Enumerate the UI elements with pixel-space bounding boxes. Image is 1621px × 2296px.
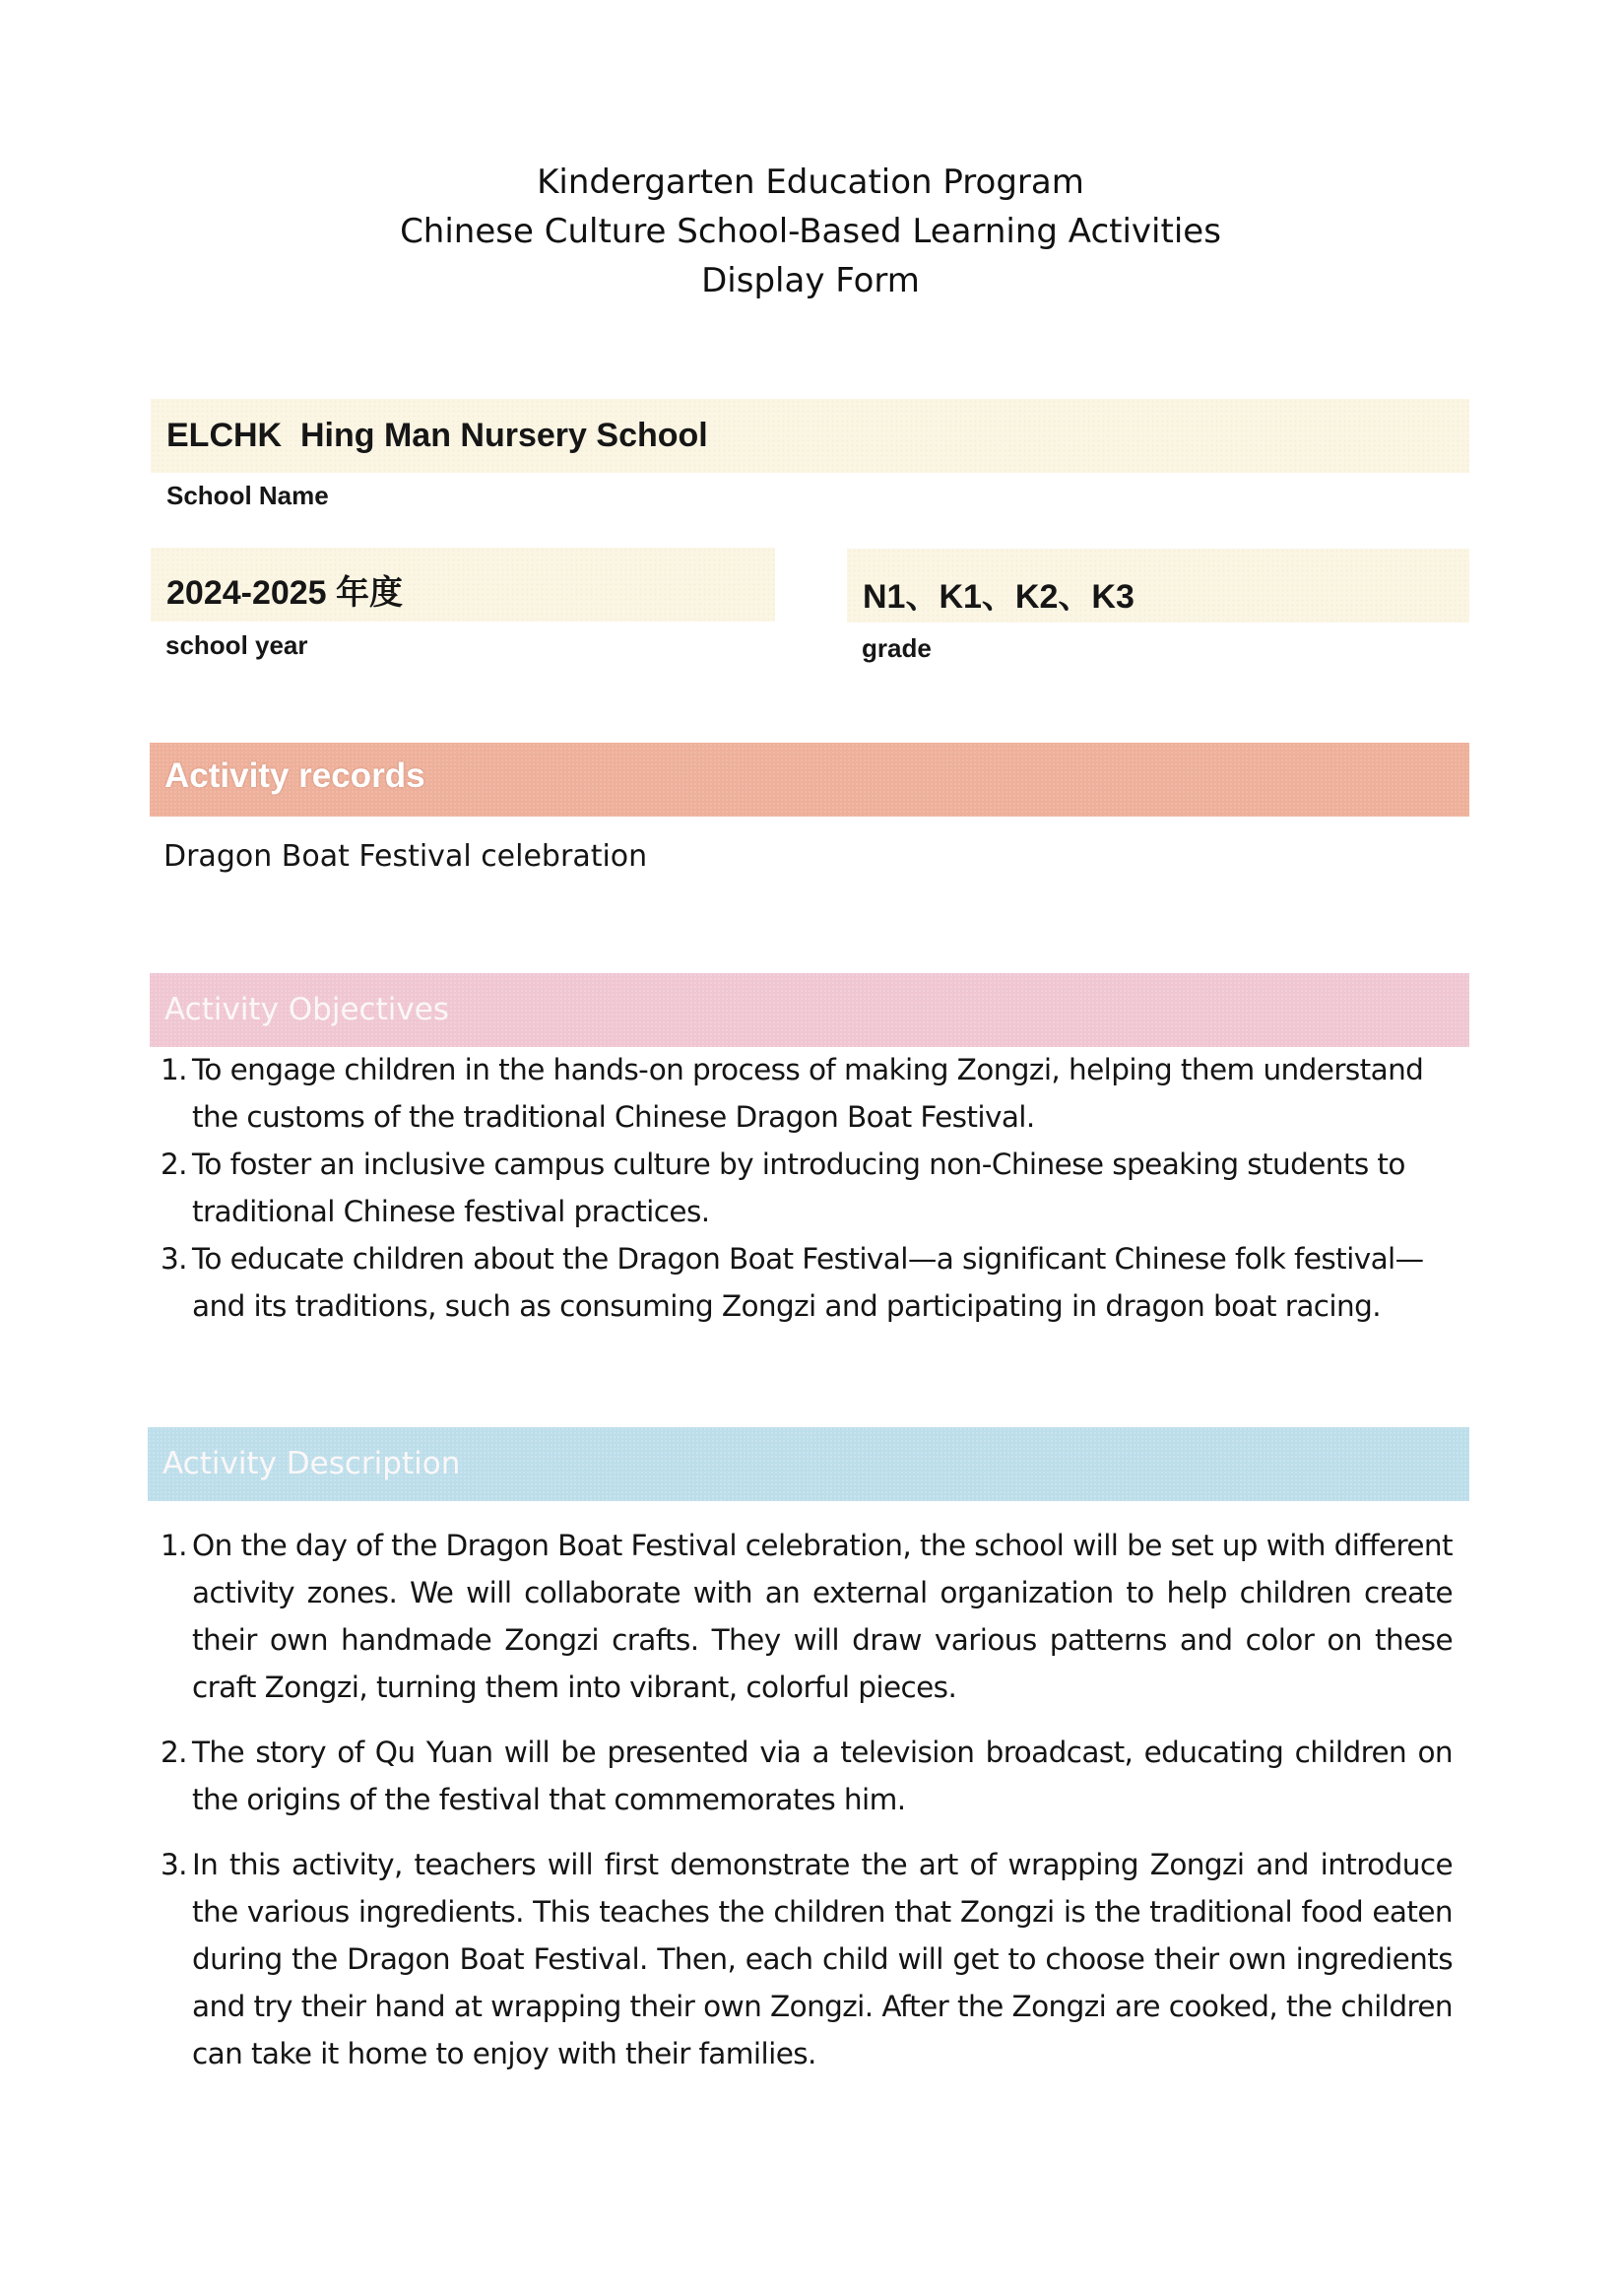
activity-objectives-heading: Activity Objectives: [164, 992, 449, 1027]
objectives-list: [161, 1046, 1453, 1330]
activity-objectives-header: [150, 973, 1469, 1047]
description-item: [161, 1522, 1453, 1711]
form-title: [0, 158, 1621, 305]
description-text: In this activity, teachers will first demonstrate the art of wrapping Zongzi and introduce the various ingredients. This teaches the children that Zongzi is the traditional food eaten during the Dragon Boat Festival. Then, each child will get to choose their own ingredients and try their hand at wrapping their own Zongzi. After the Zongzi are cooked, the children can take it home to enjoy with their families.: [192, 1848, 1453, 2070]
activity-description-header: [148, 1427, 1469, 1501]
objective-item: [161, 1046, 1453, 1141]
description-item: [161, 1841, 1453, 2077]
activity-records-text: Dragon Boat Festival celebration: [163, 839, 648, 874]
school-name-value: ELCHK Hing Man Nursery School: [166, 417, 708, 454]
school-year-label: school year: [165, 630, 308, 660]
title-line-display-form: Display Form: [701, 261, 920, 300]
objective-number: 3.: [161, 1242, 187, 1276]
activity-records-header: [150, 743, 1469, 817]
title-line-activities: Chinese Culture School-Based Learning Activities: [400, 212, 1221, 251]
description-number: 3.: [161, 1848, 187, 1881]
activity-records-heading: Activity records: [164, 756, 425, 795]
objective-text: To educate children about the Dragon Boat Festival—a significant Chinese folk festival—and its traditions, such as consuming Zongzi and participating in dragon boat racing.: [192, 1242, 1424, 1323]
grade-label: grade: [862, 633, 932, 663]
description-item: [161, 1729, 1453, 1823]
school-year-value: 2024-2025 年度: [166, 574, 404, 612]
title-line-program: Kindergarten Education Program: [537, 163, 1084, 202]
description-number: 1.: [161, 1529, 187, 1562]
grade-value: N1、K1、K2、K3: [863, 578, 1135, 616]
objective-text: To engage children in the hands-on process of making Zongzi, helping them understand the customs of the traditional Chinese Dragon Boat Festival.: [192, 1053, 1424, 1134]
objective-number: 1.: [161, 1053, 187, 1086]
objective-text: To foster an inclusive campus culture by introducing non-Chinese speaking students to traditional Chinese festival practices.: [192, 1148, 1405, 1228]
activity-description-heading: Activity Description: [162, 1446, 461, 1481]
objective-number: 2.: [161, 1148, 187, 1181]
school-name-label: School Name: [166, 481, 329, 510]
description-list: [161, 1522, 1453, 2095]
objective-item: [161, 1235, 1453, 1330]
description-text: On the day of the Dragon Boat Festival celebration, the school will be set up with different activity zones. We will collaborate with an external organization to help children create their own handmade Zongzi crafts. They will draw various patterns and color on these craft Zongzi, turning them into vibrant, colorful pieces.: [192, 1529, 1453, 1704]
objective-item: [161, 1141, 1453, 1235]
description-number: 2.: [161, 1736, 187, 1769]
description-text: The story of Qu Yuan will be presented via a television broadcast, educating children on the origins of the festival that commemorates him.: [192, 1736, 1453, 1816]
